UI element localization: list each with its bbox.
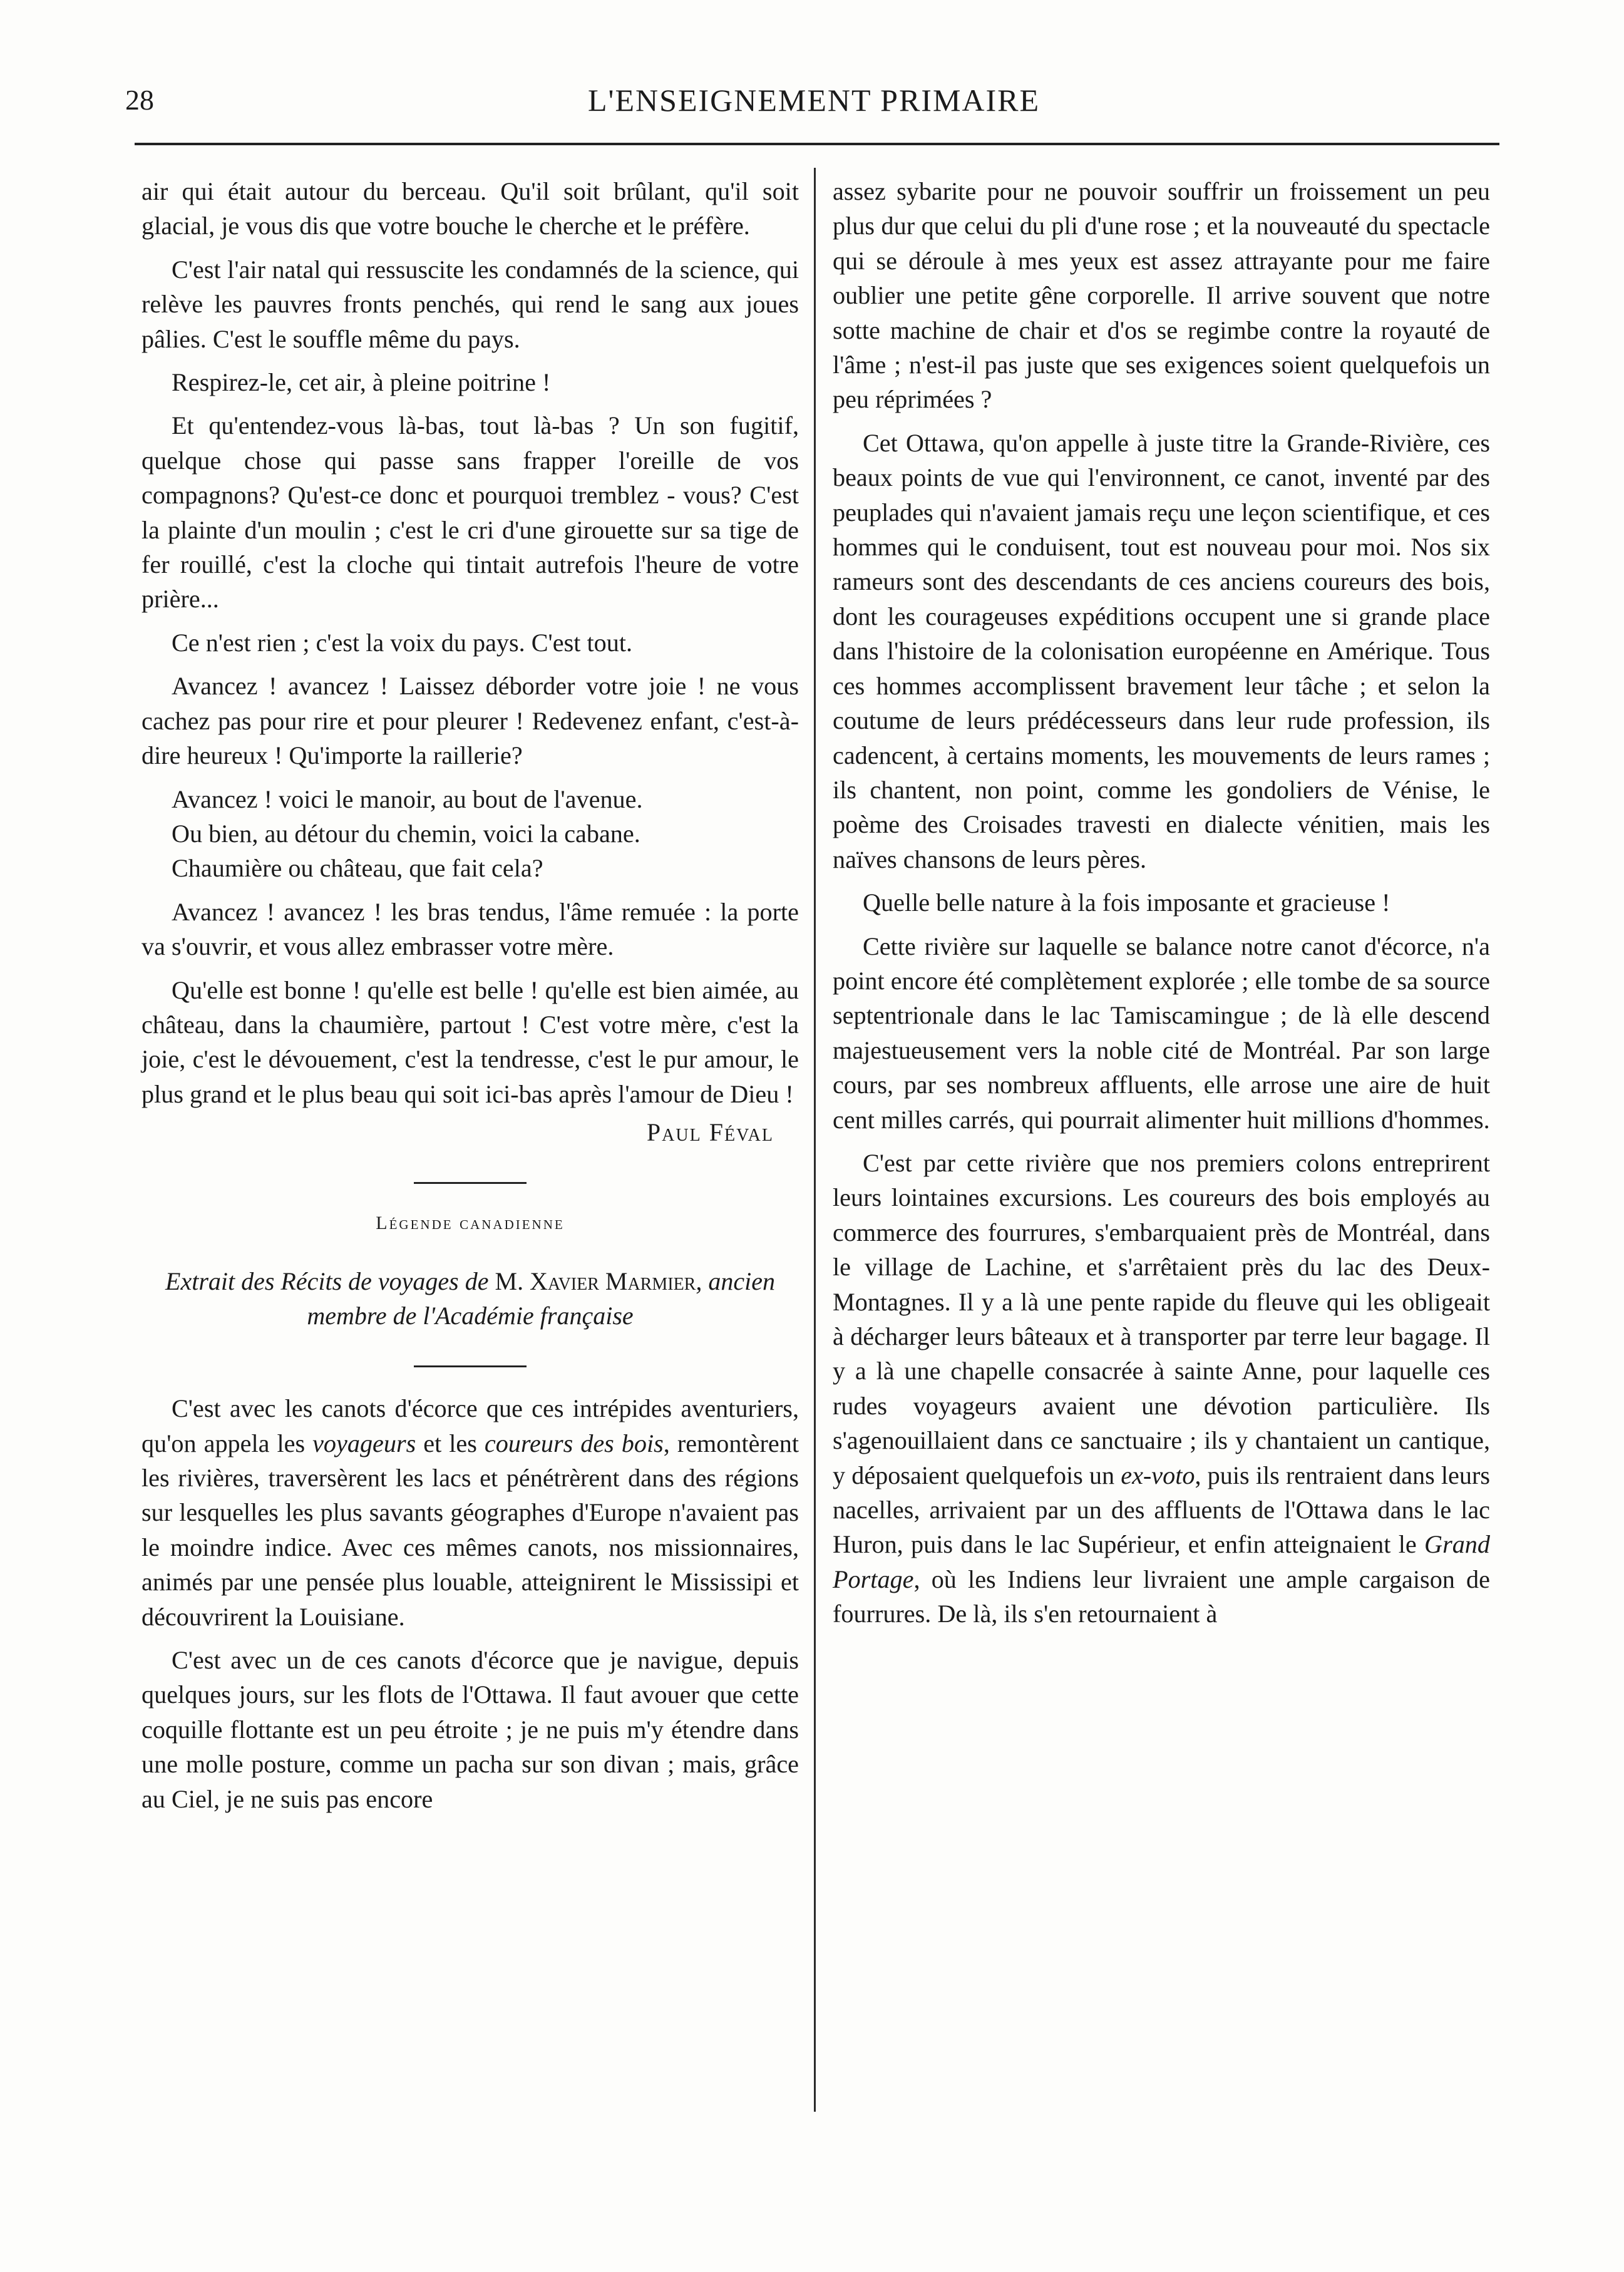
text-run: , où les Indiens leur livraient une ample cargaison de fourrures. De là, ils s'en retournaient à: [833, 1565, 1490, 1628]
column-divider: [814, 168, 816, 2112]
text-run: C'est avec les canots d'écorce que ces intrépides aventuriers, qu'on appela les: [141, 1394, 799, 1457]
paragraph: Cette rivière sur laquelle se balance notre canot d'écorce, n'a point encore été complètement explorée ; elle tombe de sa source septentrionale dans le lac Tamiscamingue ; de là elle descend majestueusement vers la noble cité de Montréal. Par son large cours, par ses nombreux affluents, elle arrose une aire de huit cent milles carrés, qui pourrait alimenter huit millions d'hommes.: [833, 932, 1490, 1134]
italic-term: coureurs des bois: [484, 1429, 664, 1457]
paragraph: Avancez ! voici le manoir, au bout de l'avenue.: [172, 784, 643, 813]
section-divider: [414, 1365, 527, 1367]
page-number: 28: [125, 84, 154, 116]
paragraph: Cet Ottawa, qu'on appelle à juste titre la Grande-Rivière, ces beaux points de vue qui l'environnent, ce canot, inventé par des peuplades qui n'avaient jamais reçu une leçon scientifique, et ces hommes qui le conduisent, tout est nouveau pour moi. Nos six rameurs sont des descendants de ces anciens coureurs des bois, dont les courageuses expéditions occupent une si grande place dans l'histoire de la colonisation européenne en Amérique. Tous ces hommes accomplissent bravement leur tâche ; et selon la coutume de leurs prédécesseurs dans leur rude profession, ils cadencent, à certains moments, les mouvements de leurs rames ; ils chantent, non point, comme les gondoliers de Vénise, le poème des Croisades travesti en dialecte vénitien, mais les naïves chansons de leurs pères.: [833, 428, 1490, 873]
italic-term: ex-voto: [1121, 1461, 1195, 1489]
paragraph: Avancez ! avancez ! Laissez déborder votre joie ! ne vous cachez pas pour rire et pour pleurer ! Redevenez enfant, c'est-à-dire heureux ! Qu'importe la raillerie?: [141, 672, 799, 770]
paragraph: Quelle belle nature à la fois imposante et gracieuse !: [863, 888, 1390, 917]
paragraph: Qu'elle est bonne ! qu'elle est belle ! qu'elle est bien aimée, au château, dans la chaumière, partout ! C'est votre mère, c'est la joie, c'est le dévouement, c'est la tendresse, c'est le pur amour, le plus grand et le plus beau qui soit ici-bas après l'amour de Dieu !: [141, 975, 799, 1108]
header-rule: [135, 143, 1499, 145]
italic-term: Grand Portage: [833, 1530, 1490, 1593]
extract-author: Marmier: [605, 1267, 696, 1296]
extract-text: Extrait des Récits de voyages de: [165, 1267, 495, 1296]
paragraph: Respirez-le, cet air, à pleine poitrine !: [172, 368, 551, 397]
right-column: [833, 174, 1490, 1640]
extract-attribution: [141, 1264, 799, 1333]
author-signature: Paul Féval: [646, 1118, 774, 1147]
paragraph: air qui était autour du berceau. Qu'il soit brûlant, qu'il soit glacial, je vous dis que votre bouche le cherche et le préfère.: [141, 177, 799, 240]
section-title: Légende canadienne: [376, 1213, 565, 1234]
paragraph: Et qu'entendez-vous là-bas, tout là-bas ? Un son fugitif, quelque chose qui passe sans frapper l'oreille de vos compagnons? Qu'est-ce donc et pourquoi tremblez - vous? C'est la plainte d'un moulin ; c'est le cri d'une girouette sur sa tige de fer rouillé, c'est la cloche qui tintait autrefois l'heure de votre prière...: [141, 411, 799, 614]
left-column: [141, 174, 799, 1825]
text-run: , remontèrent les rivières, traversèrent les lacs et pénétrèrent dans des régions sur lesquelles les plus savants géographes d'Europe n'avaient pas le moindre indice. Avec ces mêmes canots, nos missionnaires, animés par une pensée plus louable, atteignirent le Mississipi et découvrirent la Louisiane.: [141, 1429, 799, 1631]
extract-text: , ancien membre de l'Académie française: [307, 1267, 775, 1330]
text-run: , puis ils rentraient dans leurs nacelles, arrivaient par un des affluents de l'Ottawa dans le lac Huron, puis dans le lac Supérieur, et enfin atteignaient le: [833, 1461, 1490, 1559]
paragraph: [141, 1391, 799, 1634]
paragraph: C'est l'air natal qui ressuscite les condamnés de la science, qui relève les pauvres fronts penchés, qui rend le sang aux joues pâlies. C'est le souffle même du pays.: [141, 255, 799, 353]
paragraph: assez sybarite pour ne pouvoir souffrir un froissement un peu plus dur que celui du pli d'une rose ; et la nouveauté du spectacle qui se déroule à mes yeux est assez attrayante pour me faire oublier une petite gêne corporelle. Il arrive souvent que notre sotte machine de chair et d'os se regimbe contre la royauté de l'âme ; n'est-il pas juste que ses exigences soient quelquefois un peu réprimées ?: [833, 177, 1490, 414]
paragraph: Ou bien, au détour du chemin, voici la cabane.: [172, 819, 640, 848]
text-run: et les: [416, 1429, 485, 1457]
running-head: [125, 81, 1503, 125]
paragraph: Ce n'est rien ; c'est la voix du pays. C'est tout.: [172, 628, 633, 657]
text-run: C'est par cette rivière que nos premiers colons entreprirent leurs lointaines excursions. Les coureurs des bois employés au commerce des fourrures, s'embarquaient près de Montréal, dans le village de Lachine, et s'arrêtaient près du lac des Deux-Montagnes. Il y a là une pente rapide du fleuve qui les obligeait à décharger leurs bâteaux et à transporter par terre leur bagage. Il y a là une chapelle consacrée à sainte Anne, pour laquelle ces rudes voyageurs avaient une dévotion particulière. Ils s'agenouillaient dans ce sanctuaire ; ils y chantaient un cantique, y déposaient quelquefois un: [833, 1148, 1490, 1489]
paragraph: [833, 1146, 1490, 1632]
paragraph: Chaumière ou château, que fait cela?: [172, 854, 543, 883]
section-divider: [414, 1182, 527, 1184]
extract-author: M. Xavier: [495, 1267, 599, 1296]
italic-term: voyageurs: [312, 1429, 416, 1457]
paragraph: Avancez ! avancez ! les bras tendus, l'âme remuée : la porte va s'ouvrir, et vous allez embrasser votre mère.: [141, 897, 799, 961]
journal-title: L'ENSEIGNEMENT PRIMAIRE: [587, 83, 1041, 118]
paragraph: C'est avec un de ces canots d'écorce que je navigue, depuis quelques jours, sur les flots de l'Ottawa. Il faut avouer que cette coquille flottante est un peu étroite ; je ne puis m'y étendre dans une molle posture, comme un pacha sur son divan ; mais, grâce au Ciel, je ne suis pas encore: [141, 1646, 799, 1813]
